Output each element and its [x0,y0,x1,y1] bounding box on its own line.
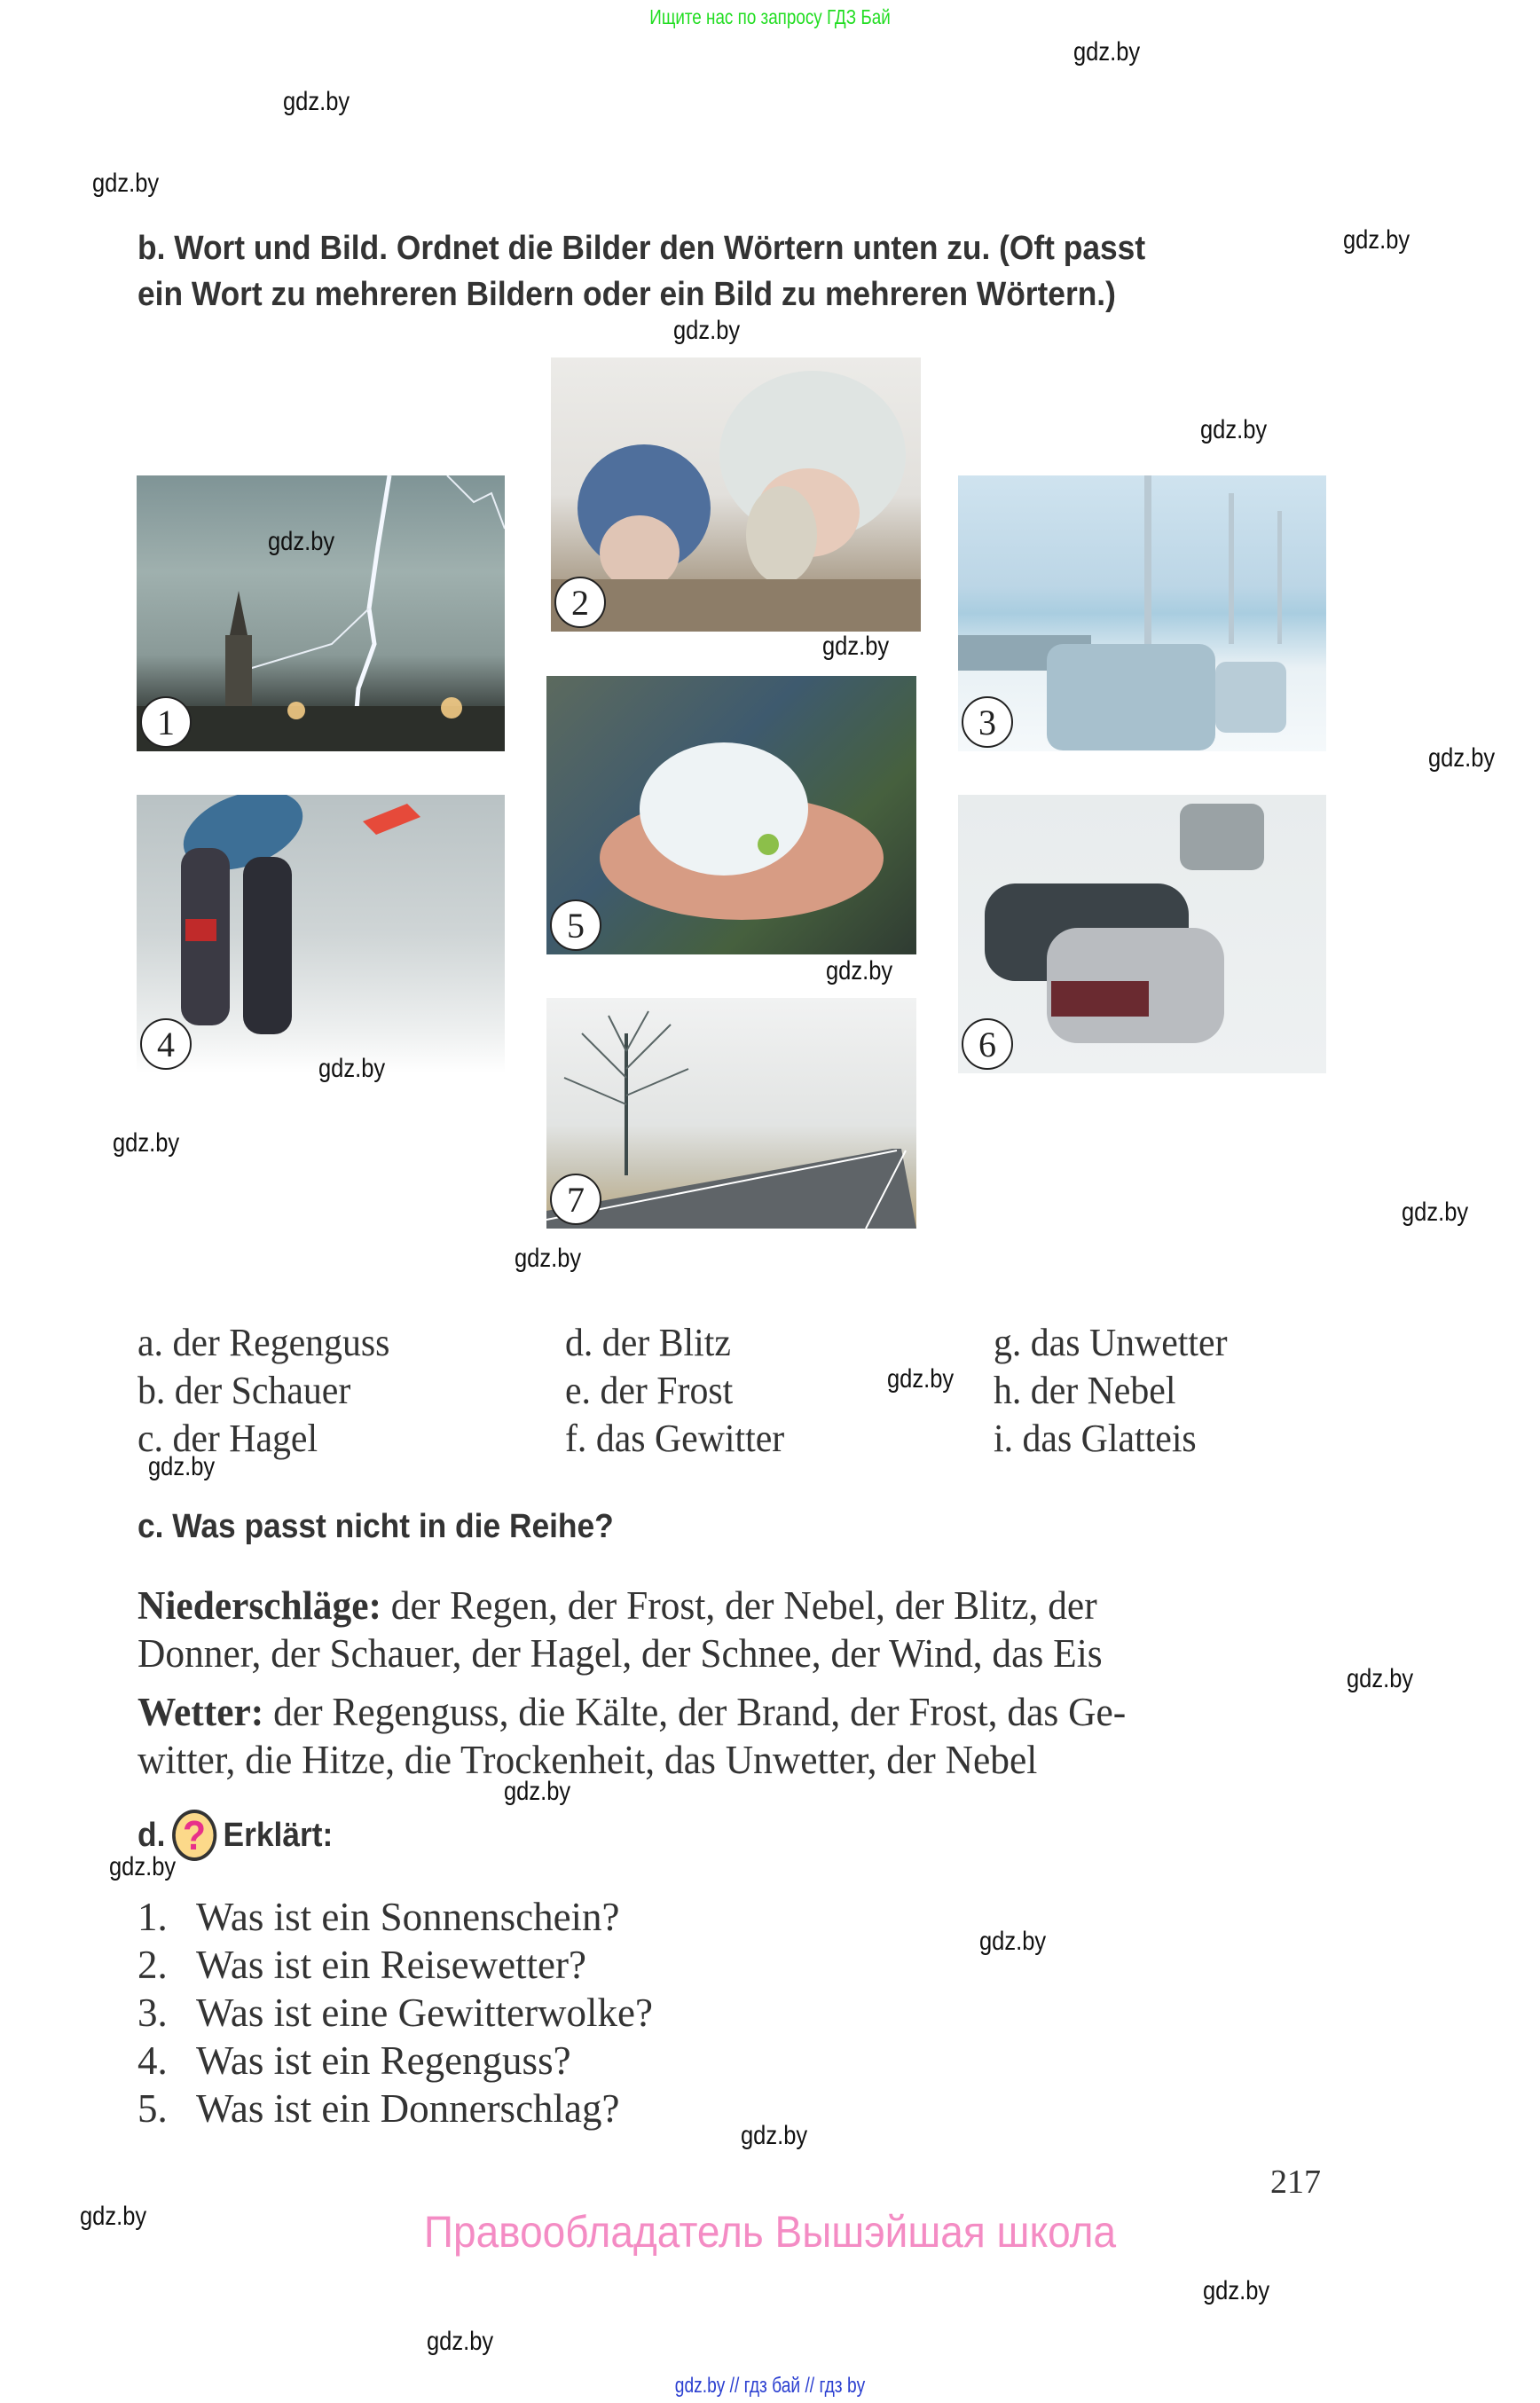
word-item: i. das Glatteis [994,1417,1197,1460]
question-text: Was ist ein Reisewetter? [196,1943,586,1987]
watermark-text: gdz.by [113,1128,180,1158]
section-b-heading-line1: b. Wort und Bild. Ordnet die Bilder den Wörtern unten zu. (Oft passt [138,230,1146,267]
snowy-cars-illustration [958,795,1326,1073]
hail-hands-illustration [546,676,916,954]
watermark-text: gdz.by [1428,743,1496,773]
copyright-owner: Правообладатель Вышэйшая школа [423,2207,1117,2257]
watermark-text: gdz.by [887,1364,955,1394]
question-text: Was ist ein Donnerschlag? [196,2086,620,2131]
picture-number-badge: 1 [140,696,192,748]
niederschlaege-line1: der Regen, der Frost, der Nebel, der Blitz, der [381,1583,1097,1628]
word-column-1 [138,1319,389,1463]
watermark-text: gdz.by [109,1852,177,1881]
section-d-prefix: d. [138,1817,166,1854]
word-column-3 [994,1319,1228,1463]
word-item: g. das Unwetter [994,1321,1228,1364]
section-c-heading: c. Was passt nicht in die Reihe? [138,1508,614,1545]
question-mark-icon: ? [172,1810,216,1861]
cold-people-illustration [551,357,921,632]
picture-number-badge: 3 [962,696,1013,748]
section-b-heading-line2: ein Wort zu mehreren Bildern oder ein Bild zu mehreren Wörtern.) [138,276,1116,313]
wetter-line1: der Regenguss, die Kälte, der Brand, der Frost, das Ge- [263,1690,1127,1734]
list-item [138,1893,653,1941]
watermark-text: gdz.by [1203,2276,1270,2305]
picture-number-badge: 5 [550,899,601,951]
watermark-text: gdz.by [1073,37,1141,67]
word-item: a. der Regenguss [138,1321,390,1364]
question-text: Was ist ein Regenguss? [196,2038,571,2083]
watermark-text: gdz.by [80,2202,147,2231]
picture-number-badge: 7 [550,1174,601,1225]
top-banner: Ищите нас по запросу ГДЗ Бай [649,5,891,28]
wetter-paragraph [138,1688,1126,1784]
picture-6-snowstorm [958,795,1326,1073]
fog-tree-road-illustration [546,998,916,1229]
watermark-text: gdz.by [268,527,335,556]
question-list [138,1893,653,2132]
list-item [138,2037,653,2085]
word-item: h. der Nebel [994,1369,1176,1412]
question-number: 4. [138,2038,168,2083]
watermark-text: gdz.by [92,169,160,198]
picture-number-badge: 2 [554,577,606,628]
list-item [138,1941,653,1989]
word-item: b. der Schauer [138,1369,351,1412]
picture-2-cold [551,357,921,632]
niederschlaege-line2: Donner, der Schauer, der Hagel, der Schnee, der Wind, das Eis [138,1631,1103,1676]
wetter-label: Wetter: [138,1690,264,1734]
watermark-text: gdz.by [148,1452,216,1481]
watermark-text: gdz.by [504,1777,571,1806]
watermark-text: gdz.by [826,956,893,986]
watermark-text: gdz.by [822,632,890,661]
section-d-title: Erklärt: [223,1817,334,1854]
niederschlaege-paragraph [138,1582,1103,1677]
watermark-text: gdz.by [1200,415,1268,444]
watermark-text: gdz.by [673,316,741,345]
picture-1-lightning [137,475,505,751]
wetter-line2: witter, die Hitze, die Trockenheit, das Unwetter, der Nebel [138,1738,1038,1782]
question-number: 1. [138,1895,168,1939]
word-item: d. der Blitz [565,1321,731,1364]
list-item [138,2085,653,2132]
ice-cars-illustration [958,475,1326,751]
word-item: c. der Hagel [138,1417,318,1460]
word-column-2 [565,1319,784,1463]
lightning-illustration [137,475,505,751]
footer-links[interactable]: gdz.by // гдз бай // гдз by [674,2374,866,2398]
watermark-text: gdz.by [283,87,350,116]
question-number: 3. [138,1991,168,2035]
watermark-text: gdz.by [1347,1664,1414,1693]
word-item: e. der Frost [565,1369,734,1412]
watermark-text: gdz.by [979,1927,1047,1956]
rain-people-illustration [137,795,505,1073]
picture-7-fog [546,998,916,1229]
page-number: 217 [1270,2163,1321,2201]
picture-4-rain [137,795,505,1073]
picture-number-badge: 6 [962,1018,1013,1070]
watermark-text: gdz.by [427,2327,494,2356]
watermark-text: gdz.by [318,1054,386,1083]
question-text: Was ist eine Gewitterwolke? [196,1991,653,2035]
picture-number-badge: 4 [140,1018,192,1070]
question-number: 2. [138,1943,168,1987]
question-text: Was ist ein Sonnenschein? [196,1895,620,1939]
watermark-text: gdz.by [1343,225,1410,255]
watermark-text: gdz.by [515,1244,582,1273]
question-number: 5. [138,2086,168,2131]
picture-3-ice [958,475,1326,751]
picture-5-hail [546,676,916,954]
watermark-text: gdz.by [1402,1198,1469,1227]
watermark-text: gdz.by [741,2121,808,2150]
word-item: f. das Gewitter [565,1417,785,1460]
list-item [138,1989,653,2037]
niederschlaege-label: Niederschläge: [138,1583,381,1628]
